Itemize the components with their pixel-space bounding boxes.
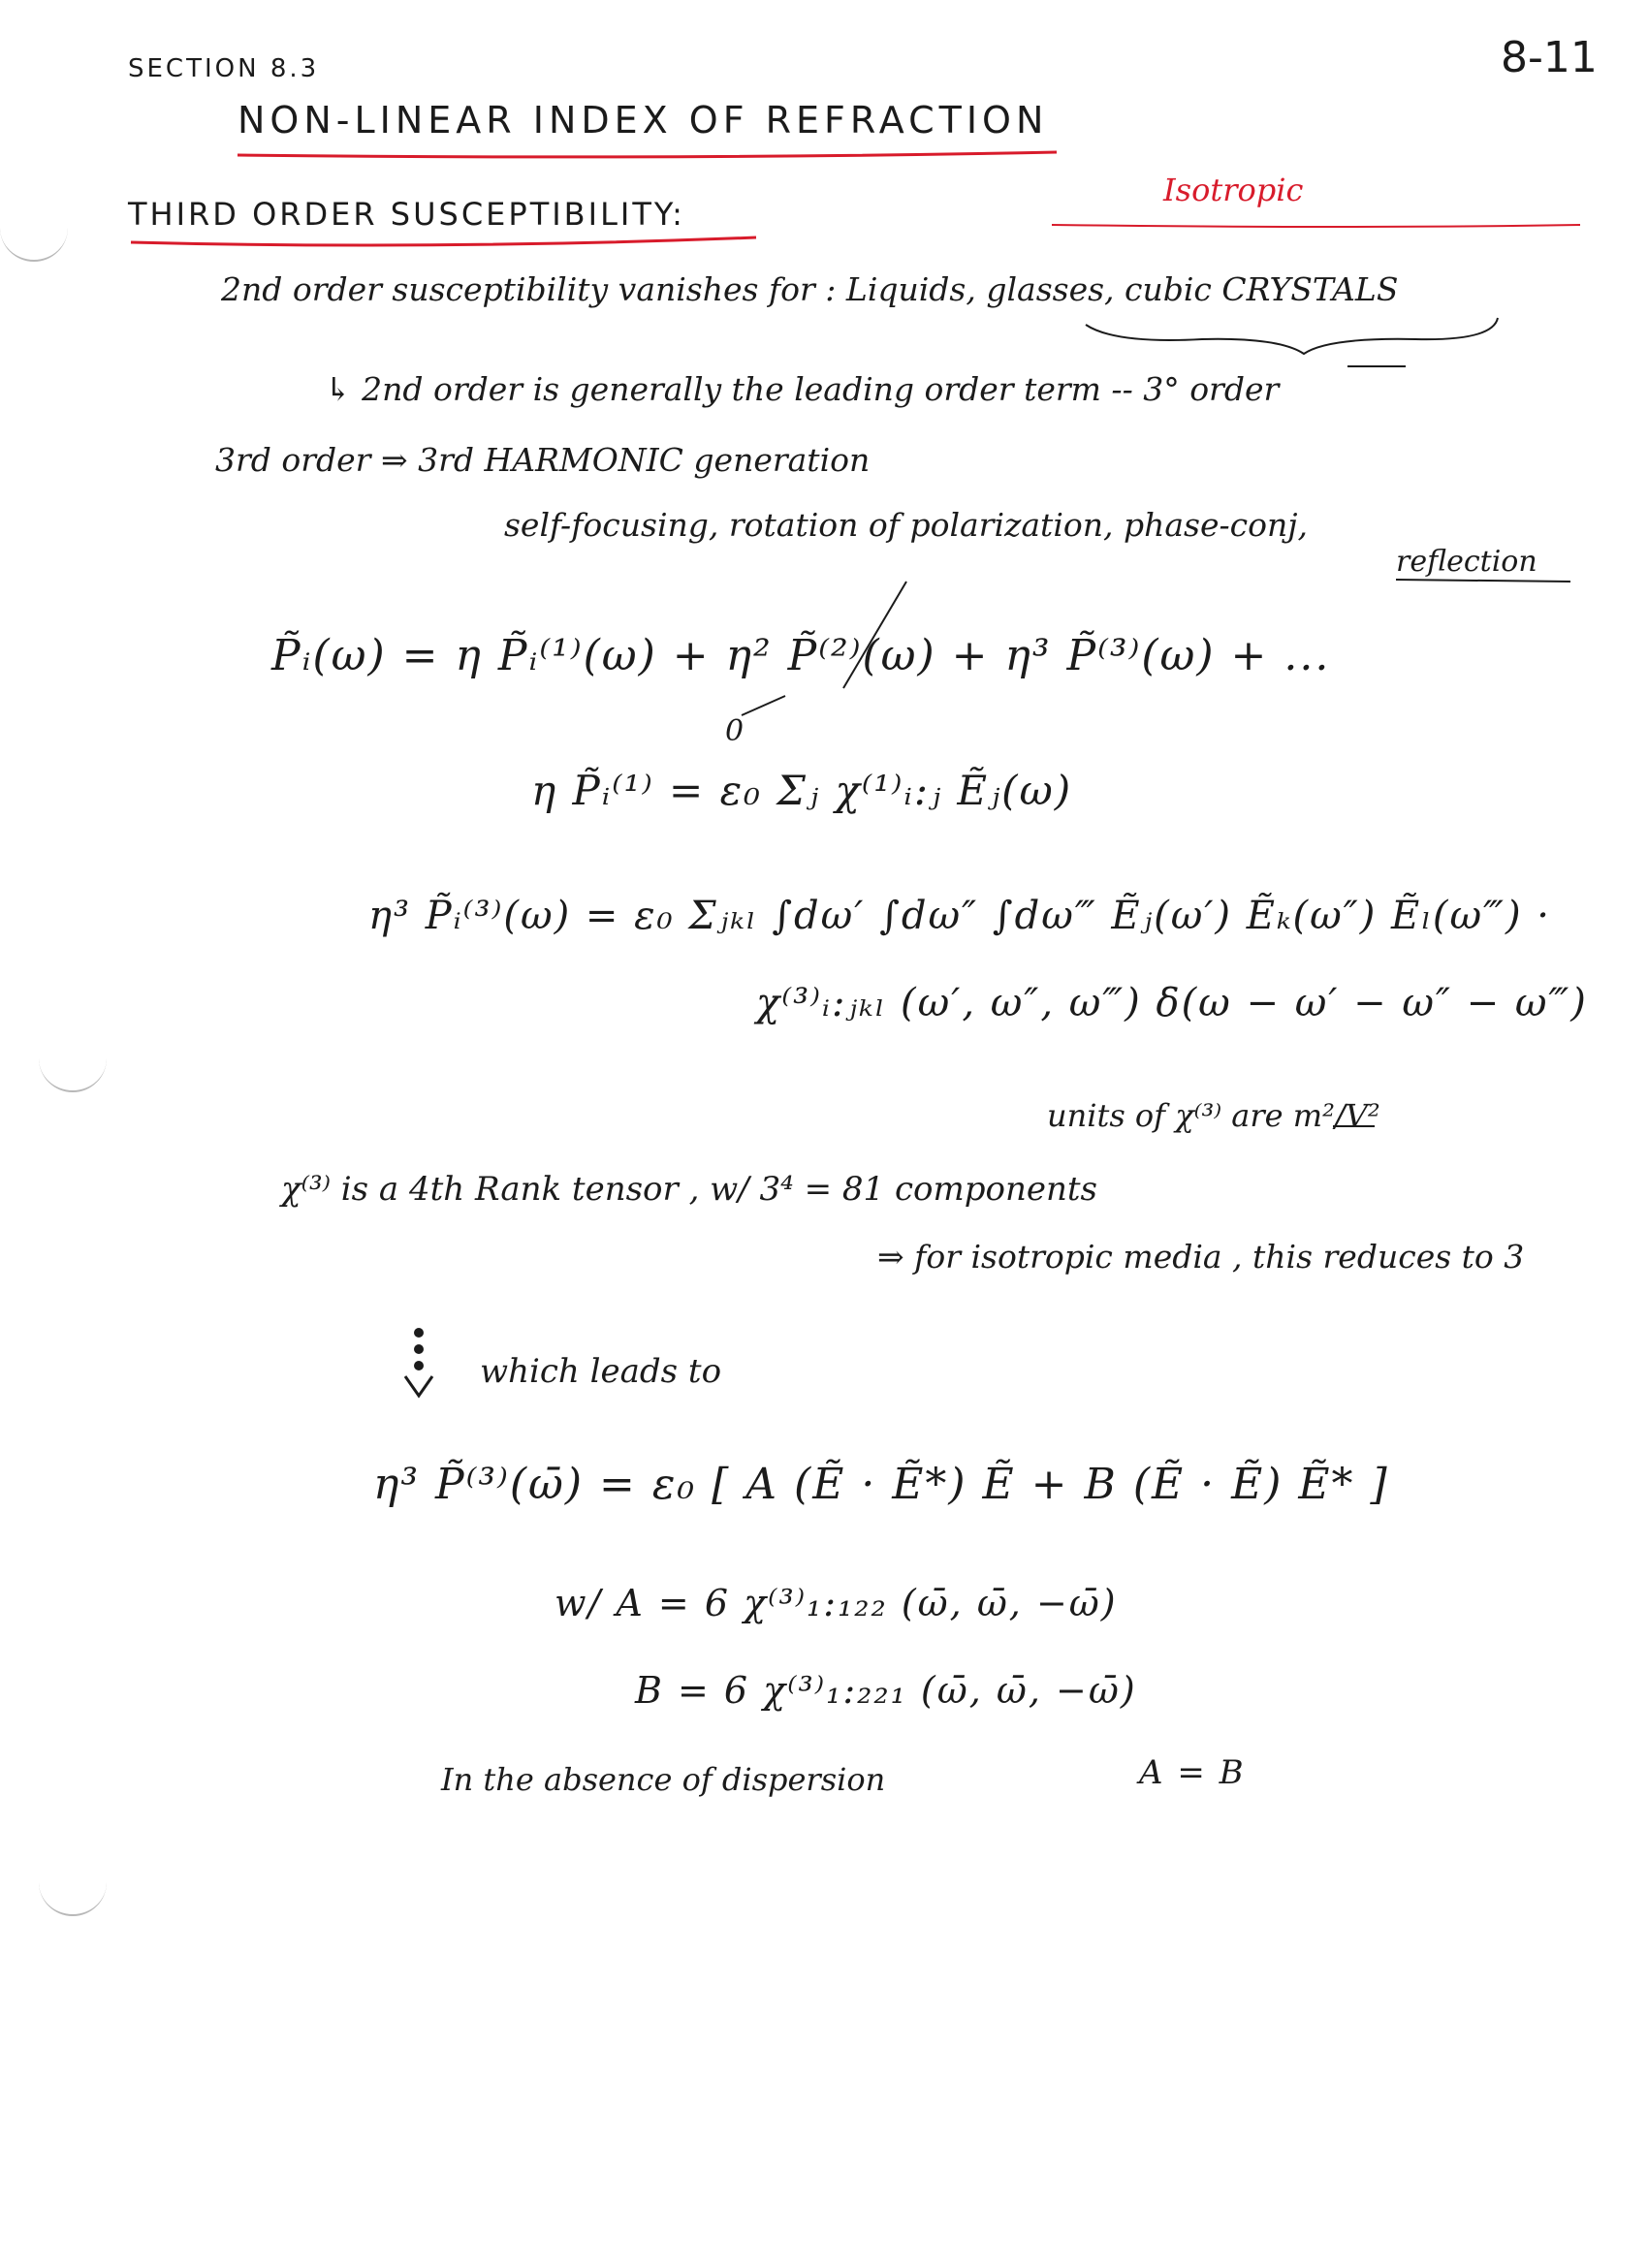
b-definition: B = 6 χ⁽³⁾₁:₂₂₁ (ω̄, ω̄, −ω̄) [635, 1669, 1137, 1712]
third-order-eq-line2: χ⁽³⁾ᵢ:ⱼₖₗ (ω′, ω″, ω‴) δ(ω − ω′ − ω″ − ω‴) [756, 981, 1588, 1025]
line-vanishes: 2nd order susceptibility vanishes for : Liquids, glasses, cubic CRYSTALS [221, 270, 1399, 308]
isotropic-reduction-line: ⇒ for isotropic media , this reduces to 3 [877, 1238, 1525, 1276]
third-order-eq-line1: η³ P̃ᵢ⁽³⁾(ω) = ε₀ Σⱼₖₗ ∫dω′ ∫dω″ ∫dω‴ Ẽⱼ(ω′) Ẽₖ(ω″) Ẽₗ(ω‴) · [368, 894, 1551, 938]
a-equals-b: A = B [1139, 1753, 1246, 1792]
zero-mark: 0 [725, 714, 746, 748]
line-reflection: reflection [1396, 545, 1537, 579]
isotropic-annotation: Isotropic [1163, 172, 1304, 208]
linear-polarization-eq: η P̃ᵢ⁽¹⁾ = ε₀ Σⱼ χ⁽¹⁾ᵢ:ⱼ Ẽⱼ(ω) [531, 767, 1073, 814]
polarization-expansion: P̃ᵢ(ω) = η P̃ᵢ⁽¹⁾(ω) + η² P̃⁽²⁾(ω) + η³ P̃⁽³⁾(ω) + ... [271, 631, 1331, 680]
line-third-harmonic: 3rd order ⇒ 3rd HARMONIC generation [215, 441, 871, 479]
section-label: SECTION 8.3 [128, 54, 320, 83]
a-definition: w/ A = 6 χ⁽³⁾₁:₁₂₂ (ω̄, ω̄, −ω̄) [555, 1582, 1118, 1624]
units-line: units of χ⁽³⁾ are m²/V² [1047, 1097, 1380, 1134]
line-self-focusing: self-focusing, rotation of polarization, phase-conj, [504, 506, 1308, 544]
leads-to-text: which leads to [480, 1352, 722, 1391]
page-title: NON-LINEAR INDEX OF REFRACTION [238, 99, 1049, 142]
result-equation: η³ P̃⁽³⁾(ω̄) = ε₀ [ A (Ẽ · Ẽ*) Ẽ + B (Ẽ · Ẽ) Ẽ* ] [373, 1460, 1389, 1509]
tensor-line: χ⁽³⁾ is a 4th Rank tensor , w/ 3⁴ = 81 components [281, 1170, 1097, 1209]
page-number: 8-11 [1501, 33, 1598, 82]
section-subtitle: THIRD ORDER SUSCEPTIBILITY: [128, 196, 685, 233]
line-leading-term: ↳ 2nd order is generally the leading order term -- 3° order [325, 370, 1280, 408]
absence-text: In the absence of dispersion [441, 1761, 886, 1798]
